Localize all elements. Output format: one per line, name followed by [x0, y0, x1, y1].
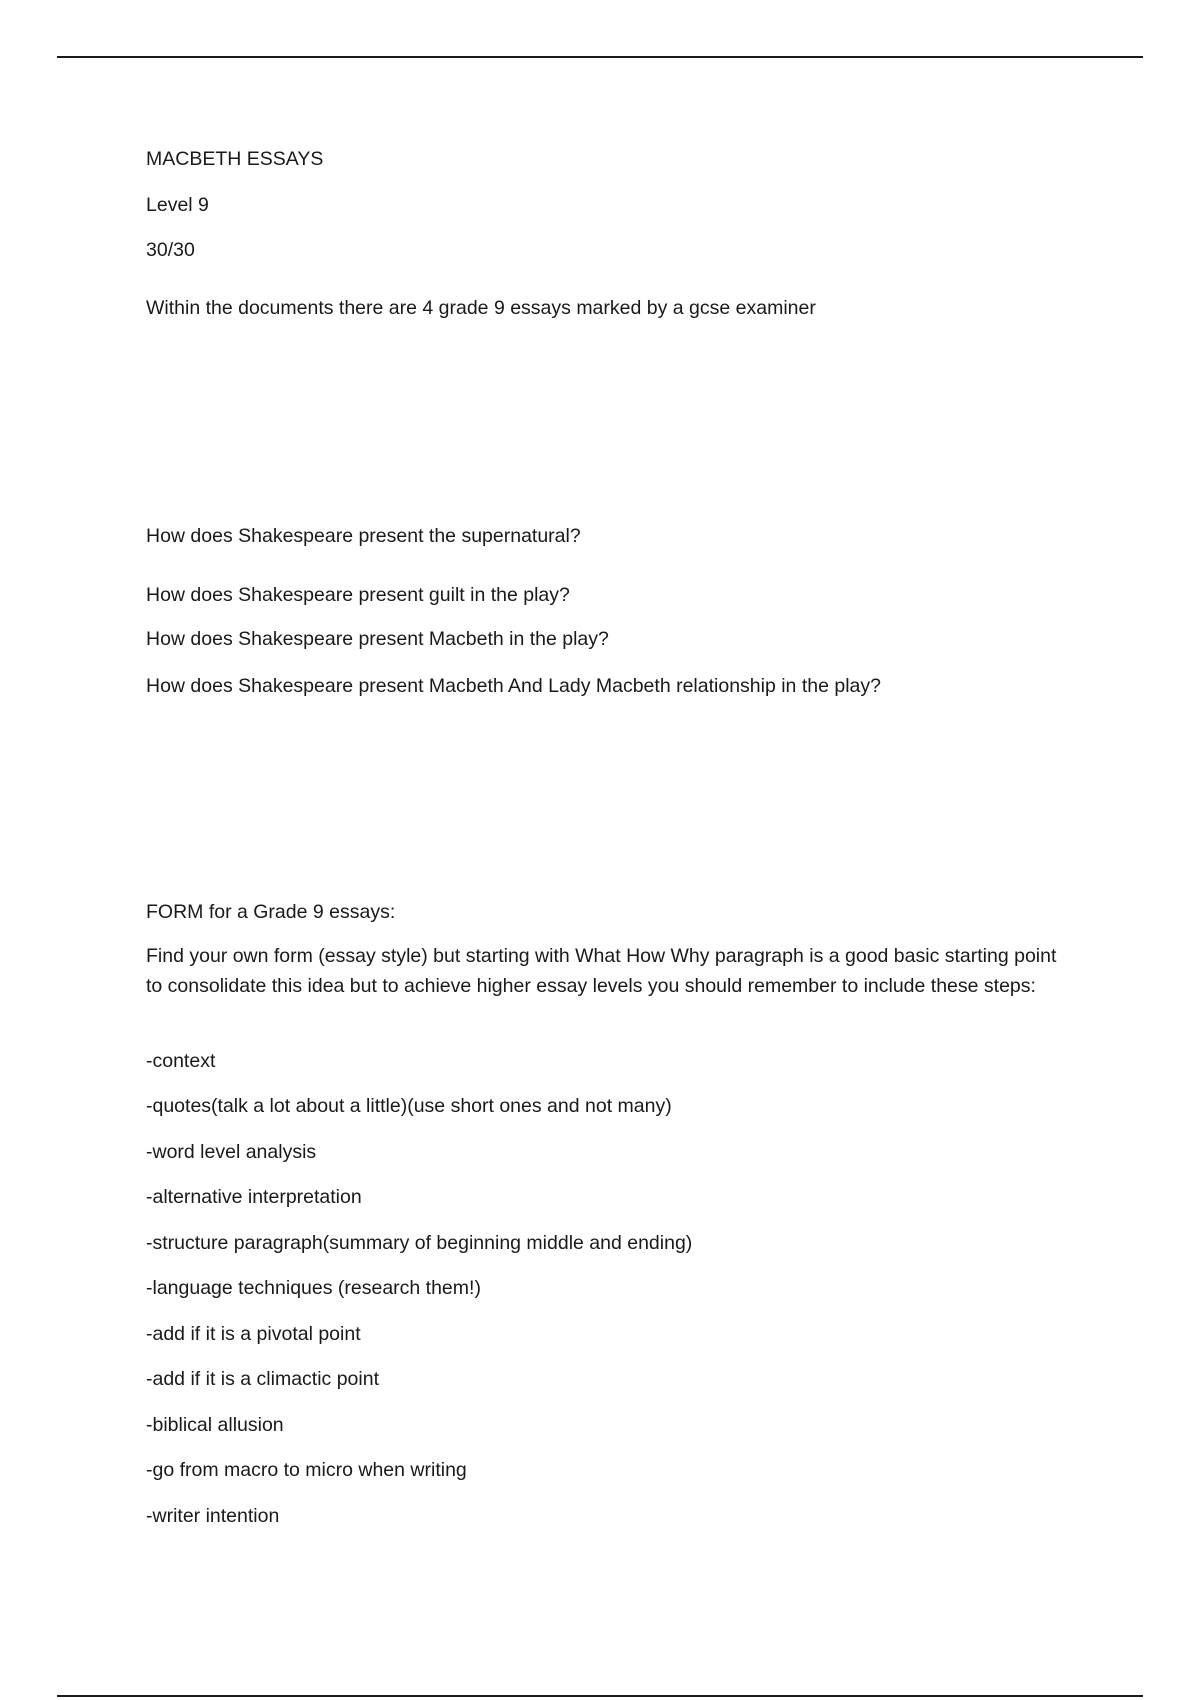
- form-description: Find your own form (essay style) but starting with What How Why paragraph is a good basic starting point to consolidate this idea but to achieve higher essay levels you should remember to include these steps:: [146, 945, 1057, 997]
- question-item: How does Shakespeare present the supernatural?: [146, 525, 581, 547]
- step-item: -alternative interpretation: [146, 1186, 362, 1208]
- step-item: -quotes(talk a lot about a little)(use short ones and not many): [146, 1095, 672, 1117]
- intro-text: Within the documents there are 4 grade 9 essays marked by a gcse examiner: [146, 297, 816, 319]
- level-label: Level 9: [146, 194, 209, 216]
- question-item: How does Shakespeare present Macbeth in the play?: [146, 628, 609, 650]
- step-item: -context: [146, 1050, 216, 1072]
- step-item: -structure paragraph(summary of beginning middle and ending): [146, 1232, 693, 1254]
- step-item: -biblical allusion: [146, 1414, 284, 1436]
- score-label: 30/30: [146, 239, 195, 261]
- document-title: MACBETH ESSAYS: [146, 148, 324, 170]
- step-item: -word level analysis: [146, 1141, 317, 1163]
- step-item: -add if it is a climactic point: [146, 1368, 380, 1390]
- step-item: -go from macro to micro when writing: [146, 1459, 467, 1481]
- bottom-divider: [57, 1695, 1143, 1697]
- step-item: -language techniques (research them!): [146, 1277, 481, 1299]
- step-item: -add if it is a pivotal point: [146, 1323, 361, 1345]
- question-item: How does Shakespeare present guilt in the play?: [146, 584, 570, 606]
- step-item: -writer intention: [146, 1505, 280, 1527]
- top-divider: [57, 56, 1143, 58]
- form-heading: FORM for a Grade 9 essays:: [146, 901, 396, 923]
- question-item: How does Shakespeare present Macbeth And Lady Macbeth relationship in the play?: [146, 675, 881, 697]
